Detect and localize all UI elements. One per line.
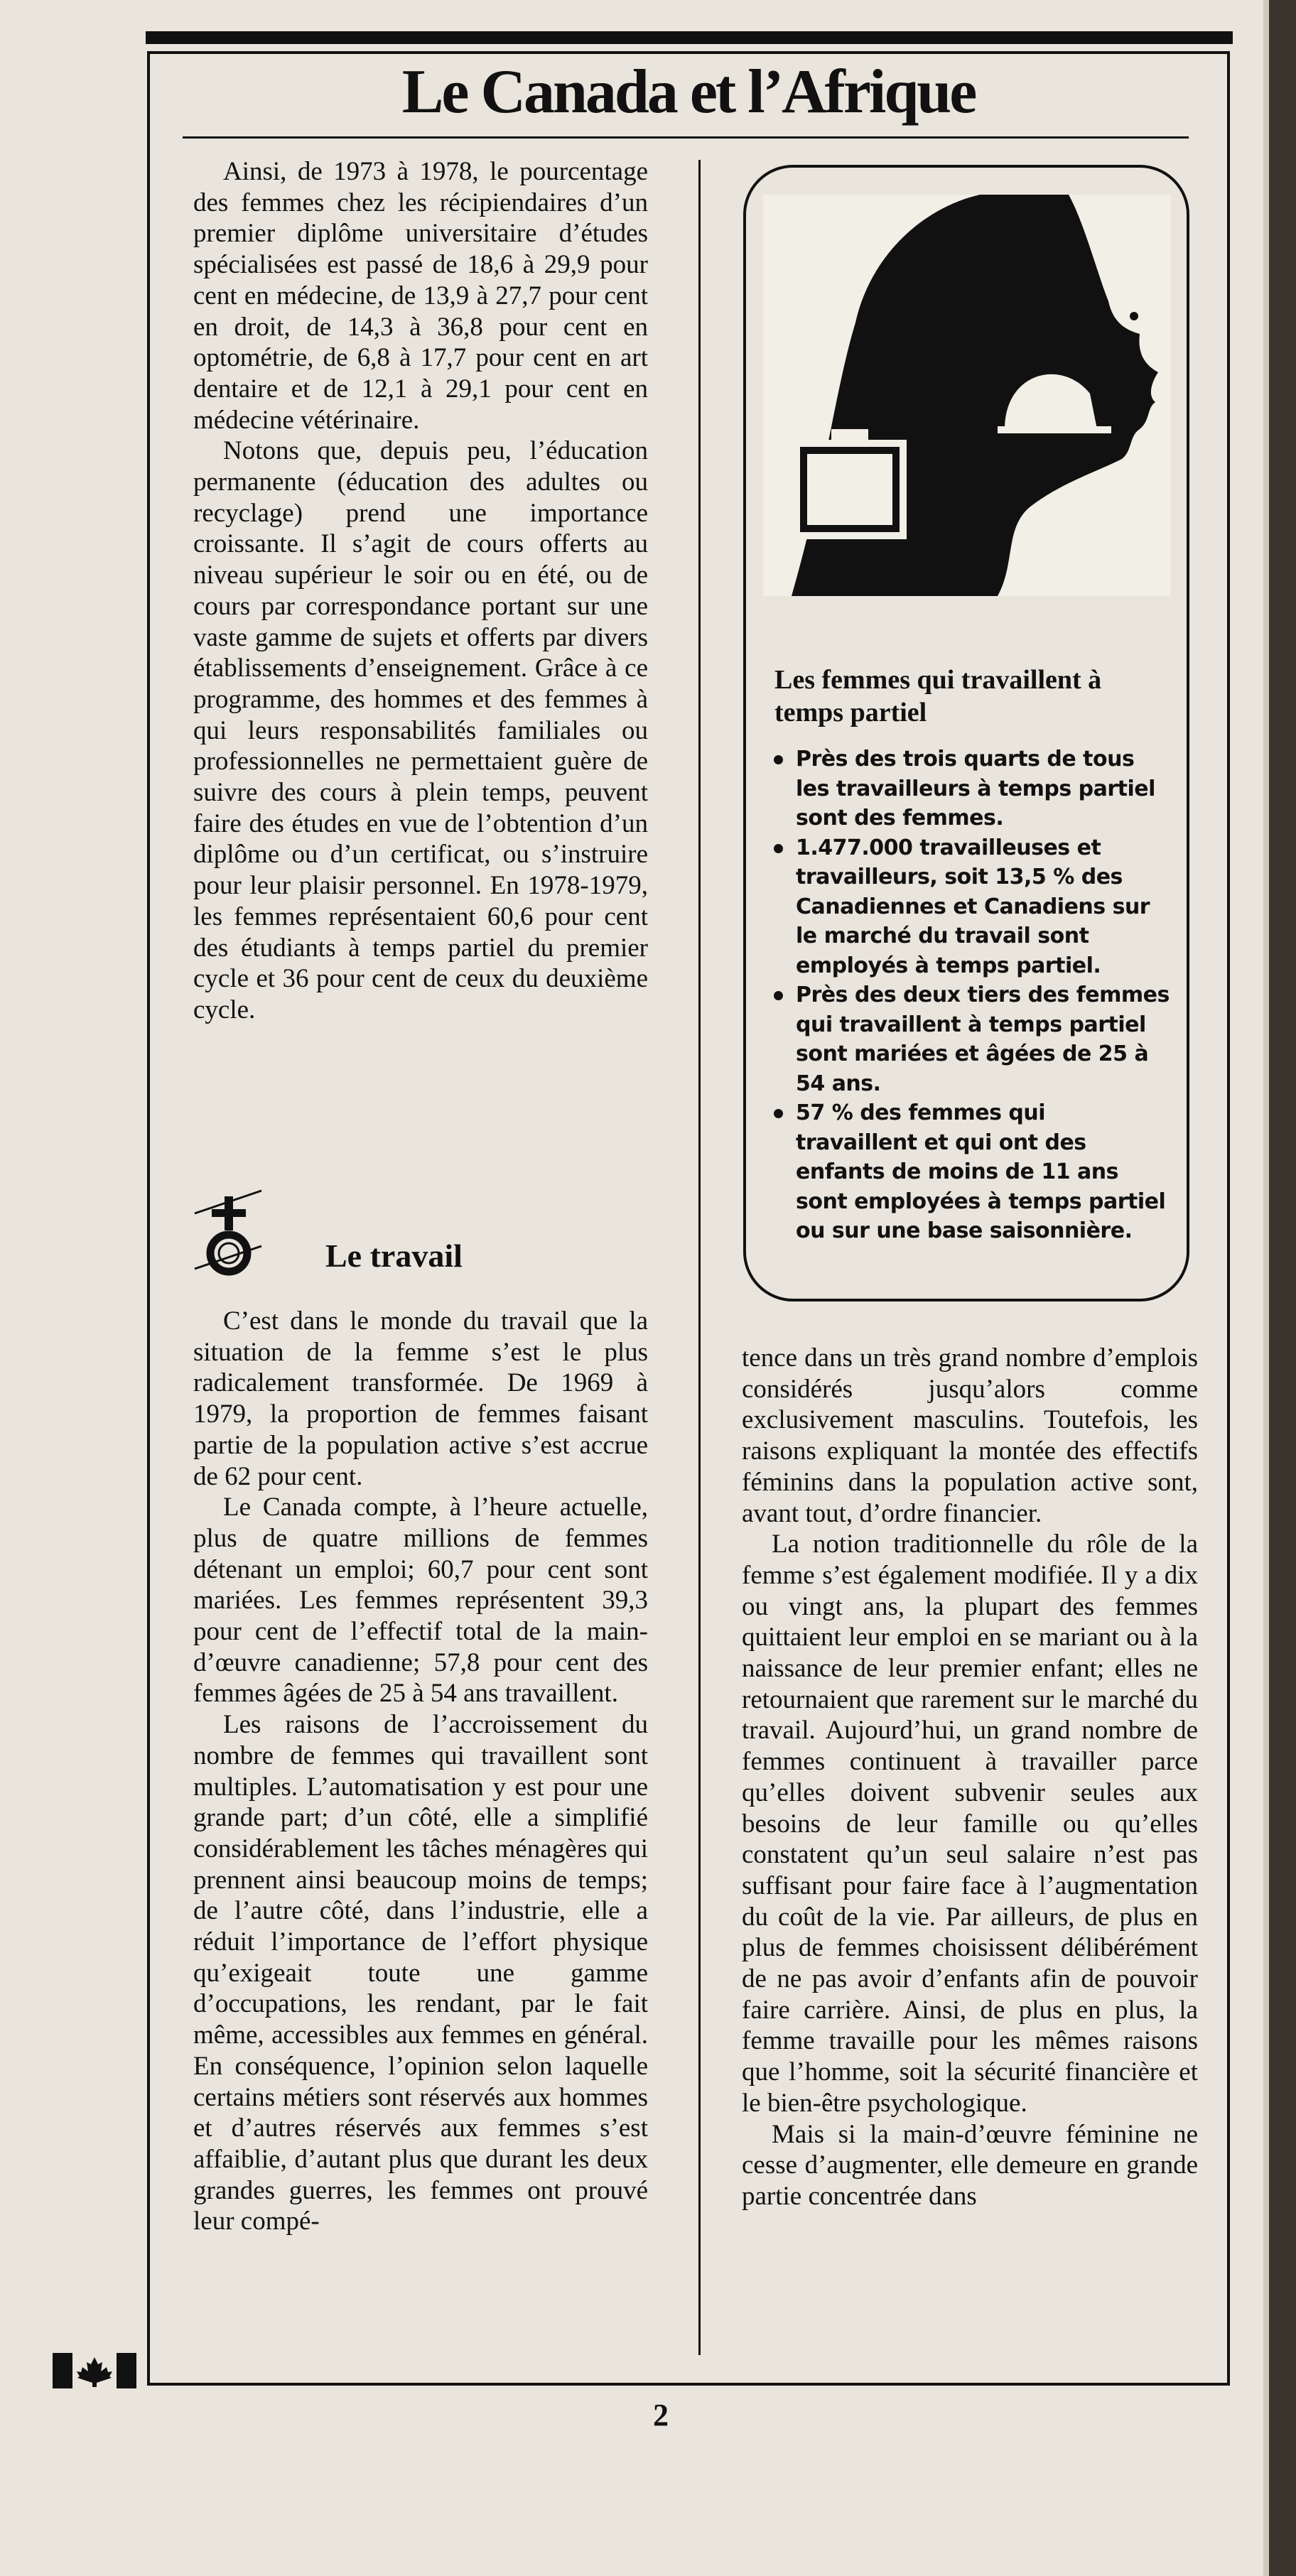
page-edge-shadow bbox=[1263, 0, 1269, 2576]
right-column bbox=[742, 1343, 1198, 2212]
paragraph: Le Canada compte, à l’heure actuelle, plus de quatre millions de femmes détenant un emploi; 60,7 pour cent sont mariées. Les femmes représentent 39,3 pour cent de l’effectif total de la main-d’œuvre canadienne; 57,8 pour cent des femmes âgées de 25 à 54 ans travaillent. bbox=[193, 1493, 648, 1709]
woman-profile-illustration bbox=[763, 195, 1171, 596]
paragraph: C’est dans le monde du travail que la situation de la femme s’est le plus radicalement transformée. De 1969 à 1979, la proportion de femmes faisant partie de la population active s’est accrue de 62 pour cent. bbox=[193, 1306, 648, 1491]
masthead: Le Canada et l’Afrique bbox=[401, 58, 976, 126]
sidebar-bullets bbox=[772, 745, 1170, 1246]
paragraph: Mais si la main-d’œuvre féminine ne cesse d’augmenter, elle demeure en grande partie concentrée dans bbox=[742, 2119, 1198, 2211]
sidebar-title: Les femmes qui travaillent à temps partiel bbox=[774, 665, 1102, 727]
paragraph: tence dans un très grand nombre d’emplois considérés jusqu’alors comme exclusivement masculins. Toutefois, les raisons expliquant la montée des effectifs féminins dans la population active sont, avant tout, d’ordre financier. bbox=[742, 1343, 1198, 1528]
top-bar bbox=[146, 31, 1233, 44]
page-number: 2 bbox=[653, 2398, 669, 2432]
list-item: 1.477.000 travailleuses et travailleurs, soit 13,5 % des Canadiennes et Canadiens sur le marché du travail sont employés à temps partiel. bbox=[772, 833, 1170, 981]
female-symbol-icon bbox=[190, 1185, 270, 1292]
canada-flag-icon bbox=[53, 2353, 136, 2388]
list-item: 57 % des femmes qui travaillent et qui ont des enfants de moins de 11 ans sont employées à temps partiel ou sur une base saisonnière. bbox=[772, 1098, 1170, 1246]
paragraph: Ainsi, de 1973 à 1978, le pourcentage des femmes chez les récipiendaires d’un premier diplôme universitaire d’études spécialisées est passé de 18,6 à 29,9 pour cent en médecine, de 13,9 à 27,7 pour cent en droit, de 14,3 à 36,8 pour cent en optométrie, de 6,8 à 17,7 pour cent en art dentaire et de 12,1 à 29,1 pour cent en médecine vétérinaire. bbox=[193, 157, 648, 435]
page-binding-edge bbox=[1269, 0, 1296, 2576]
left-column-top bbox=[193, 156, 648, 1026]
masthead-rule bbox=[183, 136, 1189, 139]
left-column-bottom bbox=[193, 1306, 648, 2237]
paragraph: Notons que, depuis peu, l’éducation permanente (éducation des adultes ou recyclage) prend une importance croissante. Il s’agit de cours offerts au niveau supérieur le soir ou en été, ou de cours par correspondance portant sur une vaste gamme de sujets et offerts par divers établissements d’enseignement. Grâce à ce programme, des hommes et des femmes à qui leurs responsabilités familiales ou professionnelles ne permettaient guère de suivre des cours à plein temps, peuvent faire des études en vue de l’obtention d’un diplôme ou d’un certificat, ou s’instruire pour leur plaisir personnel. En 1978-1979, les femmes représentaient 60,6 pour cent des étudiants à temps partiel du premier cycle et 36 pour cent de ceux du deuxième cycle. bbox=[193, 436, 648, 1024]
paragraph: Les raisons de l’accroissement du nombre de femmes qui travaillent sont multiples. L’automatisation y est pour une grande part; d’un côté, elle a simplifié considérablement les tâches ménagères qui prennent ainsi beaucoup moins de temps; de l’autre côté, dans l’industrie, elle a réduit l’importance de l’effort physique qu’exigeait toute une gamme d’occupations, les rendant, par le fait même, accessibles aux femmes en général. En conséquence, l’opinion selon laquelle certains métiers sont réservés aux hommes et d’autres réservés aux femmes s’est affaiblie, d’autant plus que durant les deux grandes guerres, les femmes ont prouvé leur compé- bbox=[193, 1710, 648, 2236]
list-item: Près des trois quarts de tous les travailleurs à temps partiel sont des femmes. bbox=[772, 745, 1170, 833]
list-item: Près des deux tiers des femmes qui travaillent à temps partiel sont mariées et âgées de 25 à 54 ans. bbox=[772, 980, 1170, 1098]
column-divider bbox=[698, 160, 701, 2355]
paragraph: La notion traditionnelle du rôle de la femme s’est également modifiée. Il y a dix ou vingt ans, la plupart des femmes quittaient leur emploi en se mariant ou à la naissance de leur premier enfant; elles ne retournaient que rarement sur le marché du travail. Aujourd’hui, un grand nombre de femmes continuent à travailler parce qu’elles doivent subvenir seules aux besoins de leur famille ou qu’elles constatent qu’un seul salaire n’est pas suffisant pour faire face à l’augmentation du coût de la vie. Par ailleurs, de plus en plus de femmes choisissent délibérément de ne pas avoir d’enfants afin de pouvoir faire carrière. Ainsi, de plus en plus, la femme travaille pour les mêmes raisons que l’homme, soit la sécurité financière et le bien-être psychologique. bbox=[742, 1530, 1198, 2118]
section-heading: Le travail bbox=[325, 1238, 463, 1274]
